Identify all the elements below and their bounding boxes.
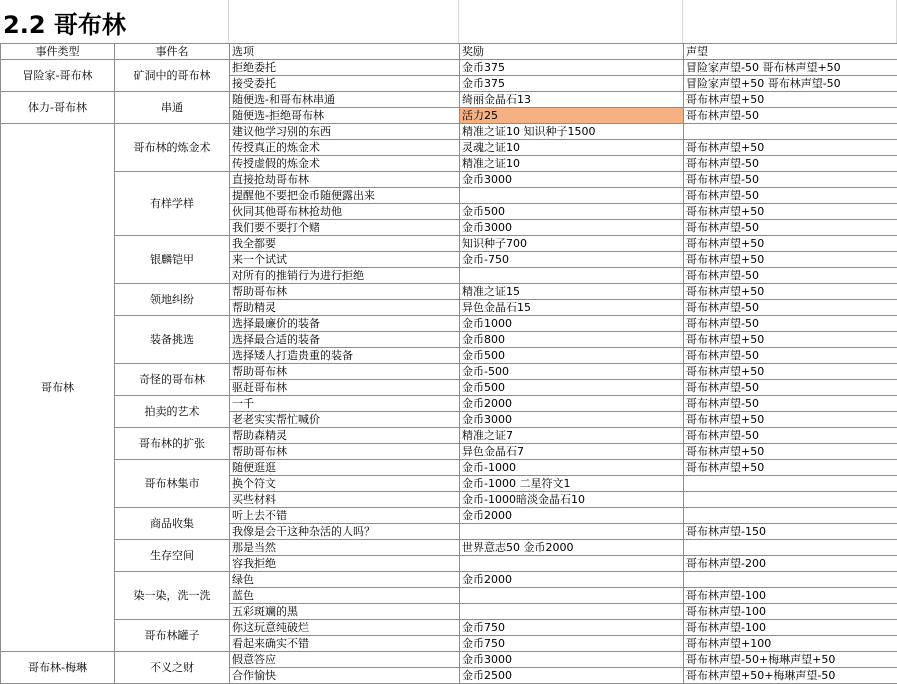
reputation-cell[interactable]: 哥布林声望+50 bbox=[684, 444, 897, 460]
table-row bbox=[1, 172, 897, 188]
option-cell[interactable]: 买些材料 bbox=[230, 492, 460, 508]
option-cell[interactable]: 帮助精灵 bbox=[230, 300, 460, 316]
reputation-cell[interactable]: 哥布林声望-50 bbox=[684, 396, 897, 412]
header-row bbox=[1, 44, 897, 60]
reputation-cell[interactable]: 哥布林声望-50 bbox=[684, 380, 897, 396]
reward-cell[interactable] bbox=[460, 268, 684, 284]
reputation-cell[interactable]: 哥布林声望+50 bbox=[684, 460, 897, 476]
option-cell[interactable]: 你这玩意纯破烂 bbox=[230, 620, 460, 636]
option-cell[interactable]: 帮助森精灵 bbox=[230, 428, 460, 444]
option-cell[interactable]: 建议他学习别的东西 bbox=[230, 124, 460, 140]
reward-cell[interactable]: 异色金晶石7 bbox=[460, 444, 684, 460]
option-cell[interactable]: 假意答应 bbox=[230, 652, 460, 668]
reputation-cell[interactable]: 哥布林声望+50 bbox=[684, 204, 897, 220]
option-cell[interactable]: 换个符文 bbox=[230, 476, 460, 492]
option-cell[interactable]: 提醒他不要把金币随便露出来 bbox=[230, 188, 460, 204]
option-cell[interactable]: 我全都要 bbox=[230, 236, 460, 252]
reputation-cell[interactable]: 哥布林声望-50 bbox=[684, 172, 897, 188]
reputation-cell[interactable] bbox=[684, 572, 897, 588]
reward-cell[interactable]: 金币3000 bbox=[460, 412, 684, 428]
table-row bbox=[1, 652, 897, 668]
empty-cell[interactable] bbox=[229, 0, 459, 43]
reward-cell[interactable]: 金币500 bbox=[460, 204, 684, 220]
reputation-cell[interactable]: 哥布林声望-100 bbox=[684, 620, 897, 636]
event-type-cell[interactable]: 体力-哥布林 bbox=[1, 92, 115, 124]
reputation-cell[interactable]: 哥布林声望-50 bbox=[684, 316, 897, 332]
reputation-cell[interactable] bbox=[684, 540, 897, 556]
reward-cell[interactable]: 金币500 bbox=[460, 348, 684, 364]
reward-cell[interactable]: 金币375 bbox=[460, 60, 684, 76]
option-cell[interactable]: 传授真正的炼金术 bbox=[230, 140, 460, 156]
reputation-cell[interactable]: 冒险家声望-50 哥布林声望+50 bbox=[684, 60, 897, 76]
event-name-cell[interactable]: 不义之财 bbox=[115, 652, 230, 684]
reward-cell[interactable]: 金币750 bbox=[460, 620, 684, 636]
reputation-cell[interactable] bbox=[684, 492, 897, 508]
reputation-cell[interactable]: 哥布林声望-50+梅琳声望+50 bbox=[684, 652, 897, 668]
header-option[interactable]: 选项 bbox=[230, 44, 460, 60]
reputation-cell[interactable]: 哥布林声望-50 bbox=[684, 300, 897, 316]
reputation-cell[interactable]: 哥布林声望-50 bbox=[684, 188, 897, 204]
event-name-cell[interactable]: 有样学样 bbox=[115, 172, 230, 236]
reward-cell[interactable]: 活力25 bbox=[460, 108, 684, 124]
header-reputation[interactable]: 声望 bbox=[684, 44, 897, 60]
reputation-cell[interactable]: 哥布林声望+50 bbox=[684, 332, 897, 348]
event-name-cell[interactable]: 奇怪的哥布林 bbox=[115, 364, 230, 396]
reputation-cell[interactable]: 冒险家声望+50 哥布林声望-50 bbox=[684, 76, 897, 92]
event-name-cell[interactable]: 哥布林的扩张 bbox=[115, 428, 230, 460]
reputation-cell[interactable]: 哥布林声望-50 bbox=[684, 348, 897, 364]
reward-cell[interactable]: 金币3000 bbox=[460, 172, 684, 188]
event-table bbox=[0, 43, 897, 684]
option-cell[interactable]: 传授虚假的炼金术 bbox=[230, 156, 460, 172]
option-cell[interactable]: 听上去不错 bbox=[230, 508, 460, 524]
table-row bbox=[1, 508, 897, 524]
empty-cell[interactable] bbox=[459, 0, 683, 43]
reputation-cell[interactable]: 哥布林声望+50 bbox=[684, 252, 897, 268]
option-cell[interactable]: 蓝色 bbox=[230, 588, 460, 604]
table-row bbox=[1, 284, 897, 300]
reputation-cell[interactable] bbox=[684, 476, 897, 492]
reward-cell[interactable]: 金币3000 bbox=[460, 652, 684, 668]
table-row bbox=[1, 60, 897, 76]
table-row bbox=[1, 92, 897, 108]
table-row bbox=[1, 460, 897, 476]
reward-cell[interactable]: 金币500 bbox=[460, 380, 684, 396]
reputation-cell[interactable]: 哥布林声望+50+梅琳声望-50 bbox=[684, 668, 897, 684]
table-row bbox=[1, 396, 897, 412]
reward-cell[interactable]: 金币750 bbox=[460, 636, 684, 652]
header-reward[interactable]: 奖励 bbox=[460, 44, 684, 60]
event-type-cell[interactable]: 冒险家-哥布林 bbox=[1, 60, 115, 92]
option-cell[interactable]: 看起来确实不错 bbox=[230, 636, 460, 652]
event-name-cell[interactable]: 染一染，洗一洗 bbox=[115, 572, 230, 620]
reward-cell[interactable]: 绮丽金晶石13 bbox=[460, 92, 684, 108]
option-cell[interactable]: 帮助哥布林 bbox=[230, 284, 460, 300]
reward-cell[interactable]: 金币2000 bbox=[460, 572, 684, 588]
reward-cell[interactable]: 金币-750 bbox=[460, 252, 684, 268]
option-cell[interactable]: 选择最合适的装备 bbox=[230, 332, 460, 348]
reputation-cell[interactable]: 哥布林声望+50 bbox=[684, 236, 897, 252]
reputation-cell[interactable]: 哥布林声望-50 bbox=[684, 428, 897, 444]
option-cell[interactable]: 随便逛逛 bbox=[230, 460, 460, 476]
reward-cell[interactable] bbox=[460, 556, 684, 572]
option-cell[interactable]: 老老实实帮忙喊价 bbox=[230, 412, 460, 428]
table-row bbox=[1, 124, 897, 140]
option-cell[interactable]: 来一个试试 bbox=[230, 252, 460, 268]
option-cell[interactable]: 选择矮人打造贵重的装备 bbox=[230, 348, 460, 364]
reward-cell[interactable]: 知识种子700 bbox=[460, 236, 684, 252]
reputation-cell[interactable]: 哥布林声望-100 bbox=[684, 604, 897, 620]
reputation-cell[interactable]: 哥布林声望-50 bbox=[684, 156, 897, 172]
option-cell[interactable]: 五彩斑斓的黑 bbox=[230, 604, 460, 620]
reputation-cell[interactable]: 哥布林声望+50 bbox=[684, 140, 897, 156]
reputation-cell[interactable]: 哥布林声望+50 bbox=[684, 412, 897, 428]
table-row bbox=[1, 540, 897, 556]
event-name-cell[interactable]: 哥布林集市 bbox=[115, 460, 230, 508]
page-title: 2.2 哥布林 bbox=[3, 5, 126, 40]
option-cell[interactable]: 一千 bbox=[230, 396, 460, 412]
header-event-type[interactable]: 事件类型 bbox=[1, 44, 115, 60]
reward-cell[interactable]: 金币800 bbox=[460, 332, 684, 348]
reward-cell[interactable] bbox=[460, 588, 684, 604]
option-cell[interactable]: 合作愉快 bbox=[230, 668, 460, 684]
event-name-cell[interactable]: 串通 bbox=[115, 92, 230, 124]
option-cell[interactable]: 容我拒绝 bbox=[230, 556, 460, 572]
table-row bbox=[1, 620, 897, 636]
reward-cell[interactable]: 异色金晶石15 bbox=[460, 300, 684, 316]
empty-cell[interactable] bbox=[683, 0, 897, 43]
reward-cell[interactable]: 金币2000 bbox=[460, 508, 684, 524]
reputation-cell[interactable]: 哥布林声望-50 bbox=[684, 220, 897, 236]
table-row bbox=[1, 364, 897, 380]
event-name-cell[interactable]: 拍卖的艺术 bbox=[115, 396, 230, 428]
reward-cell[interactable]: 精准之证15 bbox=[460, 284, 684, 300]
table-row bbox=[1, 316, 897, 332]
event-name-cell[interactable]: 装备挑选 bbox=[115, 316, 230, 364]
reputation-cell[interactable]: 哥布林声望+50 bbox=[684, 284, 897, 300]
reward-cell[interactable]: 灵魂之证10 bbox=[460, 140, 684, 156]
option-cell[interactable]: 帮助哥布林 bbox=[230, 444, 460, 460]
reputation-cell[interactable]: 哥布林声望-100 bbox=[684, 588, 897, 604]
reputation-cell[interactable]: 哥布林声望-200 bbox=[684, 556, 897, 572]
option-cell[interactable]: 驱赶哥布林 bbox=[230, 380, 460, 396]
option-cell[interactable]: 我们要不要打个赌 bbox=[230, 220, 460, 236]
option-cell[interactable]: 随便选-和哥布林串通 bbox=[230, 92, 460, 108]
event-name-cell[interactable]: 银麟铠甲 bbox=[115, 236, 230, 284]
table-body bbox=[1, 60, 897, 684]
reward-cell[interactable]: 精准之证10 知识种子1500 bbox=[460, 124, 684, 140]
table-row bbox=[1, 236, 897, 252]
table-row bbox=[1, 572, 897, 588]
reward-cell[interactable] bbox=[460, 188, 684, 204]
option-cell[interactable]: 接受委托 bbox=[230, 76, 460, 92]
reward-cell[interactable]: 金币2500 bbox=[460, 668, 684, 684]
reward-cell[interactable]: 金币1000 bbox=[460, 316, 684, 332]
event-name-cell[interactable]: 哥布林罐子 bbox=[115, 620, 230, 652]
reward-cell[interactable]: 金币-1000 bbox=[460, 460, 684, 476]
header-event-name[interactable]: 事件名 bbox=[115, 44, 230, 60]
reputation-cell[interactable]: 哥布林声望-50 bbox=[684, 108, 897, 124]
reward-cell[interactable]: 金币375 bbox=[460, 76, 684, 92]
option-cell[interactable]: 伙同其他哥布林抢劫他 bbox=[230, 204, 460, 220]
reward-cell[interactable] bbox=[460, 524, 684, 540]
reward-cell[interactable]: 精准之证7 bbox=[460, 428, 684, 444]
reputation-cell[interactable]: 哥布林声望+50 bbox=[684, 364, 897, 380]
reputation-cell[interactable] bbox=[684, 124, 897, 140]
option-cell[interactable]: 帮助哥布林 bbox=[230, 364, 460, 380]
option-cell[interactable]: 拒绝委托 bbox=[230, 60, 460, 76]
option-cell[interactable]: 直接抢劫哥布林 bbox=[230, 172, 460, 188]
option-cell[interactable]: 对所有的推销行为进行拒绝 bbox=[230, 268, 460, 284]
option-cell[interactable]: 那是当然 bbox=[230, 540, 460, 556]
option-cell[interactable]: 选择最廉价的装备 bbox=[230, 316, 460, 332]
option-cell[interactable]: 我像是会干这种杂活的人吗？ bbox=[230, 524, 460, 540]
event-name-cell[interactable]: 矿洞中的哥布林 bbox=[115, 60, 230, 92]
option-cell[interactable]: 绿色 bbox=[230, 572, 460, 588]
event-type-cell[interactable]: 哥布林-梅琳 bbox=[1, 652, 115, 684]
reputation-cell[interactable] bbox=[684, 508, 897, 524]
reward-cell[interactable]: 金币-1000 二星符文1 bbox=[460, 476, 684, 492]
reputation-cell[interactable]: 哥布林声望+50 bbox=[684, 92, 897, 108]
sheet-title-row bbox=[0, 0, 897, 43]
reward-cell[interactable]: 金币-500 bbox=[460, 364, 684, 380]
reward-cell[interactable]: 精准之证10 bbox=[460, 156, 684, 172]
event-name-cell[interactable]: 领地纠纷 bbox=[115, 284, 230, 316]
event-name-cell[interactable]: 生存空间 bbox=[115, 540, 230, 572]
reward-cell[interactable]: 金币-1000暗淡金晶石10 bbox=[460, 492, 684, 508]
reputation-cell[interactable]: 哥布林声望-50 bbox=[684, 268, 897, 284]
event-name-cell[interactable]: 商品收集 bbox=[115, 508, 230, 540]
reward-cell[interactable]: 金币3000 bbox=[460, 220, 684, 236]
table-row bbox=[1, 428, 897, 444]
reward-cell[interactable] bbox=[460, 604, 684, 620]
reward-cell[interactable]: 世界意志50 金币2000 bbox=[460, 540, 684, 556]
reputation-cell[interactable]: 哥布林声望+100 bbox=[684, 636, 897, 652]
option-cell[interactable]: 随便选-拒绝哥布林 bbox=[230, 108, 460, 124]
event-type-cell[interactable]: 哥布林 bbox=[1, 124, 115, 652]
reward-cell[interactable]: 金币2000 bbox=[460, 396, 684, 412]
reputation-cell[interactable]: 哥布林声望-150 bbox=[684, 524, 897, 540]
event-name-cell[interactable]: 哥布林的炼金术 bbox=[115, 124, 230, 172]
